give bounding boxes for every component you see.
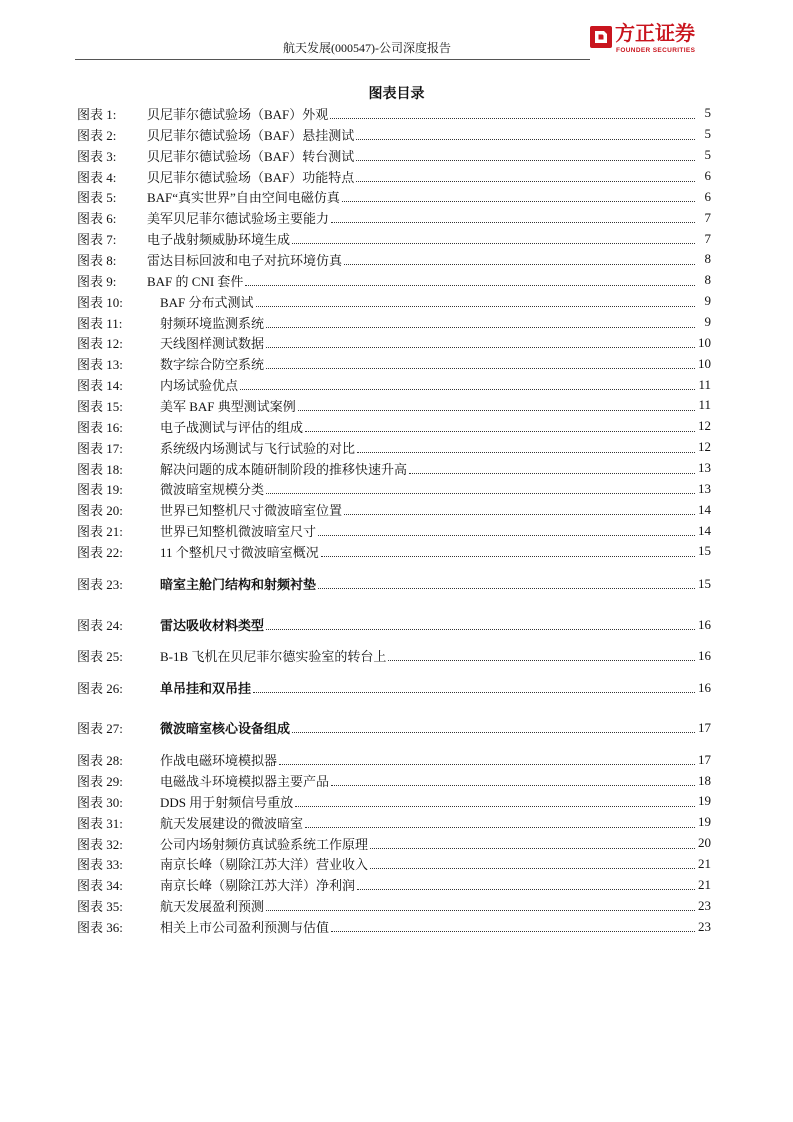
- toc-entry[interactable]: [77, 478, 711, 499]
- dot-leader: [245, 285, 695, 286]
- toc-entry[interactable]: [77, 186, 711, 207]
- dot-leader: [253, 692, 695, 693]
- page-number: 17: [698, 751, 711, 767]
- page-number: 15: [698, 575, 711, 591]
- toc-title: 图表目录: [368, 85, 425, 101]
- header-rule: [75, 59, 590, 60]
- figure-title: 南京长峰（剔除江苏大洋）净利润: [160, 878, 356, 894]
- dot-leader: [266, 629, 695, 630]
- toc-entry[interactable]: [77, 833, 711, 854]
- figure-title: 微波暗室规模分类: [160, 482, 265, 498]
- figure-title: B-1B 飞机在贝尼菲尔德实验室的转台上: [160, 649, 387, 665]
- figure-label: 图表 21:: [77, 524, 123, 540]
- dot-leader: [344, 514, 695, 515]
- figure-title: 系统级内场测试与飞行试验的对比: [160, 440, 356, 456]
- figure-label: 图表 31:: [77, 815, 123, 831]
- page-number: 23: [698, 918, 711, 934]
- figure-label: 图表 25:: [77, 649, 123, 665]
- figure-label: 图表 36:: [77, 920, 123, 936]
- dot-leader: [292, 732, 695, 733]
- toc-entry[interactable]: [77, 312, 711, 333]
- figure-label: 图表 3:: [77, 148, 117, 164]
- page-number: 6: [704, 188, 711, 204]
- figure-title: DDS 用于射频信号重放: [160, 794, 294, 810]
- figure-title: 暗室主舱门结构和射频衬垫: [160, 577, 317, 593]
- dot-leader: [356, 181, 695, 182]
- figure-label: 图表 33:: [77, 857, 123, 873]
- dot-leader: [295, 806, 695, 807]
- figure-label: 图表 6:: [77, 211, 117, 227]
- dot-leader: [292, 243, 695, 244]
- toc-entry[interactable]: [77, 103, 711, 124]
- toc-entry[interactable]: [77, 770, 711, 791]
- page-number: 20: [698, 835, 711, 851]
- figure-title: 微波暗室核心设备组成: [160, 721, 291, 737]
- figure-title: 电磁战斗环境模拟器主要产品: [160, 774, 330, 790]
- toc-entry[interactable]: [77, 874, 711, 895]
- page-number: 8: [704, 272, 711, 288]
- figure-title: 数字综合防空系统: [160, 357, 265, 373]
- toc-entry[interactable]: [77, 207, 711, 228]
- dot-leader: [318, 535, 695, 536]
- toc-entry[interactable]: [77, 353, 711, 374]
- dot-leader: [266, 327, 695, 328]
- dot-leader: [342, 201, 695, 202]
- toc-entry[interactable]: [77, 916, 711, 937]
- dot-leader: [344, 264, 695, 265]
- figure-label: 图表 30:: [77, 794, 123, 810]
- figure-label: 图表 34:: [77, 878, 123, 894]
- figure-title: 贝尼菲尔德试验场（BAF）外观: [147, 106, 329, 122]
- toc-entry[interactable]: [77, 166, 711, 187]
- figure-label: 图表 19:: [77, 482, 123, 498]
- toc-entry[interactable]: [77, 291, 711, 312]
- page-number: 16: [698, 679, 711, 695]
- figure-title: 航天发展盈利预测: [160, 899, 265, 915]
- page-number: 6: [704, 168, 711, 183]
- figure-label: 图表 12:: [77, 336, 123, 352]
- figure-label: 图表 10:: [77, 294, 123, 310]
- page-number: 21: [698, 876, 711, 892]
- figure-title: 航天发展建设的微波暗室: [160, 815, 304, 831]
- dot-leader: [356, 139, 695, 140]
- figure-title: 电子战射频威胁环境生成: [147, 232, 291, 248]
- dot-leader: [240, 389, 695, 390]
- page-number: 12: [698, 439, 711, 455]
- dot-leader: [370, 868, 695, 869]
- toc-entry[interactable]: [77, 249, 711, 270]
- dot-leader: [266, 347, 695, 348]
- figure-label: 图表 24:: [77, 618, 123, 634]
- page-number: 15: [698, 543, 711, 559]
- figure-label: 图表 22:: [77, 544, 123, 560]
- toc-entry[interactable]: [77, 677, 711, 698]
- dot-leader: [266, 368, 695, 369]
- toc-entry[interactable]: [77, 749, 711, 770]
- figure-title: 天线图样测试数据: [160, 336, 265, 352]
- page-number: 10: [698, 355, 711, 371]
- figure-title: 美军贝尼菲尔德试验场主要能力: [147, 211, 330, 227]
- dot-leader: [331, 785, 695, 786]
- figure-title: 贝尼菲尔德试验场（BAF）功能特点: [147, 169, 355, 185]
- page-number: 19: [698, 793, 711, 809]
- figure-label: 图表 32:: [77, 836, 123, 852]
- page-number: 5: [704, 147, 711, 163]
- figure-title: BAF 的 CNI 套件: [147, 273, 244, 289]
- figure-label: 图表 8:: [77, 252, 117, 268]
- page-number: 9: [704, 314, 711, 330]
- toc-entry[interactable]: [77, 614, 711, 635]
- figure-title: 贝尼菲尔德试验场（BAF）转台测试: [147, 148, 355, 164]
- figure-label: 图表 2:: [77, 127, 117, 143]
- toc-entry[interactable]: [77, 895, 711, 916]
- figure-label: 图表 27:: [77, 721, 123, 737]
- logo-name-en: FOUNDER SECURITIES: [616, 47, 696, 54]
- page-number: 7: [704, 230, 711, 246]
- founder-logo-icon: [590, 26, 612, 48]
- page-number: 5: [704, 126, 711, 142]
- dot-leader: [256, 306, 695, 307]
- figure-label: 图表 14:: [77, 378, 123, 394]
- toc-entry[interactable]: [77, 145, 711, 166]
- dot-leader: [266, 493, 695, 494]
- toc-entry[interactable]: [77, 541, 711, 562]
- toc-entry[interactable]: [77, 574, 711, 595]
- page-number: 13: [698, 460, 711, 476]
- page-number: 7: [704, 209, 711, 225]
- dot-leader: [331, 222, 695, 223]
- figure-list: [77, 103, 711, 937]
- figure-title: 11 个整机尺寸微波暗室概况: [160, 544, 319, 560]
- toc-entry[interactable]: [77, 228, 711, 249]
- page-number: 5: [704, 105, 711, 121]
- figure-label: 图表 7:: [77, 232, 117, 248]
- dot-leader: [298, 410, 695, 411]
- toc-entry[interactable]: [77, 374, 711, 395]
- figure-label: 图表 26:: [77, 681, 123, 697]
- figure-label: 图表 5:: [77, 190, 117, 206]
- dot-leader: [331, 931, 695, 932]
- dot-leader: [266, 910, 695, 911]
- figure-title: 南京长峰（剔除江苏大洋）营业收入: [160, 857, 369, 873]
- logo-name-cn: 方正证券: [615, 23, 695, 45]
- page-number: 14: [698, 522, 711, 538]
- figure-title: 雷达目标回波和电子对抗环境仿真: [147, 252, 343, 268]
- figure-title: 作战电磁环境模拟器: [160, 753, 278, 769]
- figure-title: 单吊挂和双吊挂: [160, 681, 252, 697]
- dot-leader: [370, 848, 695, 849]
- page-number: 16: [698, 647, 711, 663]
- toc-entry[interactable]: [77, 717, 711, 738]
- page-number: 13: [698, 480, 711, 496]
- figure-label: 图表 29:: [77, 774, 123, 790]
- dot-leader: [357, 889, 695, 890]
- figure-label: 图表 20:: [77, 503, 123, 519]
- dot-leader: [305, 431, 695, 432]
- toc-entry[interactable]: [77, 270, 711, 291]
- dot-leader: [388, 660, 695, 661]
- figure-title: 解决问题的成本随研制阶段的推移快速升高: [160, 461, 408, 477]
- page-number: 21: [698, 855, 711, 871]
- toc-entry[interactable]: [77, 520, 711, 541]
- toc-entry[interactable]: [77, 854, 711, 875]
- figure-title: 雷达吸收材料类型: [160, 618, 265, 634]
- figure-label: 图表 28:: [77, 753, 123, 769]
- page-number: 16: [698, 616, 711, 632]
- figure-label: 图表 23:: [77, 577, 123, 593]
- figure-title: 内场试验优点: [160, 378, 239, 394]
- toc-entry[interactable]: [77, 458, 711, 479]
- report-header-title: 航天发展(000547)-公司深度报告: [283, 41, 451, 55]
- page-number: 8: [704, 251, 711, 267]
- figure-label: 图表 9:: [77, 273, 117, 289]
- page-number: 9: [704, 293, 711, 309]
- figure-label: 图表 16:: [77, 419, 123, 435]
- figure-title: BAF“真实世界”自由空间电磁仿真: [147, 190, 340, 206]
- figure-title: 射频环境监测系统: [160, 315, 265, 331]
- toc-entry[interactable]: [77, 124, 711, 145]
- figure-label: 图表 35:: [77, 899, 123, 915]
- toc-entry[interactable]: [77, 645, 711, 666]
- figure-title: BAF 分布式测试: [160, 294, 254, 310]
- dot-leader: [318, 588, 695, 589]
- page-number: 11: [698, 397, 711, 413]
- figure-title: 美军 BAF 典型测试案例: [160, 398, 296, 414]
- toc-entry[interactable]: [77, 812, 711, 833]
- dot-leader: [330, 118, 695, 119]
- figure-title: 电子战测试与评估的组成: [160, 419, 304, 435]
- toc-entry[interactable]: [77, 416, 711, 437]
- page-number: 18: [698, 772, 711, 788]
- page-number: 11: [698, 376, 711, 392]
- toc-entry[interactable]: [77, 332, 711, 353]
- page-number: 10: [698, 334, 711, 350]
- dot-leader: [305, 827, 695, 828]
- figure-title: 世界已知整机尺寸微波暗室位置: [160, 503, 343, 519]
- figure-label: 图表 13:: [77, 357, 123, 373]
- figure-label: 图表 1:: [77, 106, 117, 122]
- figure-label: 图表 17:: [77, 440, 123, 456]
- figure-label: 图表 11:: [77, 315, 123, 331]
- figure-title: 贝尼菲尔德试验场（BAF）悬挂测试: [147, 127, 355, 143]
- dot-leader: [279, 764, 695, 765]
- toc-entry[interactable]: [77, 437, 711, 458]
- figure-title: 相关上市公司盈利预测与估值: [160, 920, 330, 936]
- page-number: 23: [698, 897, 711, 913]
- toc-entry[interactable]: [77, 791, 711, 812]
- dot-leader: [357, 452, 695, 453]
- page-number: 12: [698, 418, 711, 434]
- page-number: 14: [698, 501, 711, 517]
- figure-title: 公司内场射频仿真试验系统工作原理: [160, 836, 369, 852]
- figure-label: 图表 15:: [77, 398, 123, 414]
- page-number: 17: [698, 719, 711, 735]
- page-number: 19: [698, 814, 711, 830]
- dot-leader: [321, 556, 695, 557]
- dot-leader: [409, 473, 695, 474]
- toc-entry[interactable]: [77, 395, 711, 416]
- toc-entry[interactable]: [77, 499, 711, 520]
- figure-title: 世界已知整机微波暗室尺寸: [160, 524, 317, 540]
- figure-label: 图表 4:: [77, 169, 117, 185]
- figure-label: 图表 18:: [77, 461, 123, 477]
- dot-leader: [356, 160, 695, 161]
